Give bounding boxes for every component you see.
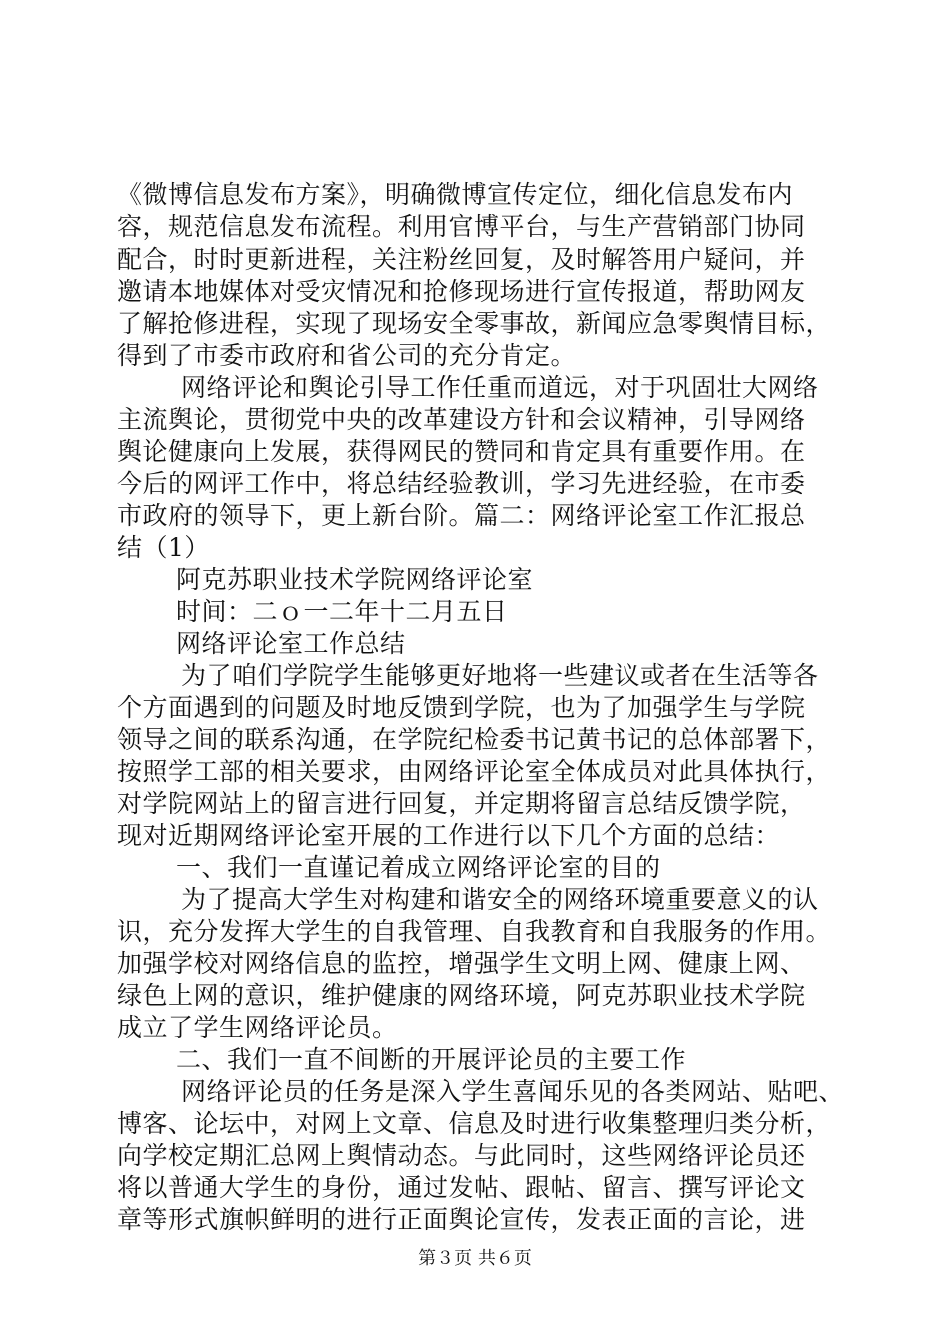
text-line: 向学校定期汇总网上舆情动态。与此同时，这些网络评论员还 xyxy=(117,1141,806,1170)
text-line: 舆论健康向上发展，获得网民的赞同和肯定具有重要作用。在 xyxy=(117,437,806,466)
text-line: 为了咱们学院学生能够更好地将一些建议或者在生活等各 xyxy=(181,661,819,690)
text-line: 领导之间的联系沟通，在学院纪检委书记黄书记的总体部署下， xyxy=(117,725,832,754)
text-line: 将以普通大学生的身份，通过发帖、跟帖、留言、撰写评论文 xyxy=(117,1173,806,1202)
section-heading: 二、我们一直不间断的开展评论员的主要工作 xyxy=(176,1045,687,1074)
text-line: 现对近期网络评论室开展的工作进行以下几个方面的总结： xyxy=(117,821,781,850)
text-line: 绿色上网的意识，维护健康的网络环境，阿克苏职业技术学院 xyxy=(117,981,806,1010)
text-line: 加强学校对网络信息的监控，增强学生文明上网、健康上网、 xyxy=(117,949,806,978)
text-line: 容，规范信息发布流程。利用官博平台，与生产营销部门协同 xyxy=(117,212,806,241)
text-line: 为了提高大学生对构建和谐安全的网络环境重要意义的认 xyxy=(181,885,819,914)
page-number: 第３页 共６页 xyxy=(418,1248,532,1269)
section-heading: 一、我们一直谨记着成立网络评论室的目的 xyxy=(176,853,661,882)
text-line: 成立了学生网络评论员。 xyxy=(117,1013,398,1042)
text-line: 识，充分发挥大学生的自我管理、自我教育和自我服务的作用。 xyxy=(117,917,832,946)
text-line: 配合，时时更新进程，关注粉丝回复，及时解答用户疑问，并 xyxy=(117,245,806,274)
text-line: 结（1） xyxy=(117,533,210,562)
text-line: 得到了市委市政府和省公司的充分肯定。 xyxy=(117,341,577,370)
text-line: 时间：二ｏ一二年十二月五日 xyxy=(176,597,508,626)
text-line: 对学院网站上的留言进行回复，并定期将留言总结反馈学院， xyxy=(117,789,806,818)
text-line: 网络评论室工作总结 xyxy=(176,629,406,658)
text-line: 市政府的领导下，更上新台阶。篇二：网络评论室工作汇报总 xyxy=(117,501,806,530)
text-line: 《微博信息发布方案》，明确微博宣传定位，细化信息发布内 xyxy=(117,180,794,209)
text-line: 章等形式旗帜鲜明的进行正面舆论宣传，发表正面的言论，进 xyxy=(117,1205,806,1234)
text-line: 个方面遇到的问题及时地反馈到学院，也为了加强学生与学院 xyxy=(117,693,806,722)
text-line: 网络评论和舆论引导工作任重而道远，对于巩固壮大网络 xyxy=(181,373,819,402)
text-line: 博客、论坛中，对网上文章、信息及时进行收集整理归类分析， xyxy=(117,1109,832,1138)
text-line: 主流舆论，贯彻党中央的改革建设方针和会议精神，引导网络 xyxy=(117,405,806,434)
text-line: 今后的网评工作中，将总结经验教训，学习先进经验，在市委 xyxy=(117,469,806,498)
text-line: 了解抢修进程，实现了现场安全零事故，新闻应急零舆情目标， xyxy=(117,309,832,338)
text-line: 阿克苏职业技术学院网络评论室 xyxy=(176,565,534,594)
text-line: 按照学工部的相关要求，由网络评论室全体成员对此具体执行， xyxy=(117,757,832,786)
text-line: 邀请本地媒体对受灾情况和抢修现场进行宣传报道，帮助网友 xyxy=(117,277,806,306)
text-line: 网络评论员的任务是深入学生喜闻乐见的各类网站、贴吧、 xyxy=(181,1077,845,1106)
